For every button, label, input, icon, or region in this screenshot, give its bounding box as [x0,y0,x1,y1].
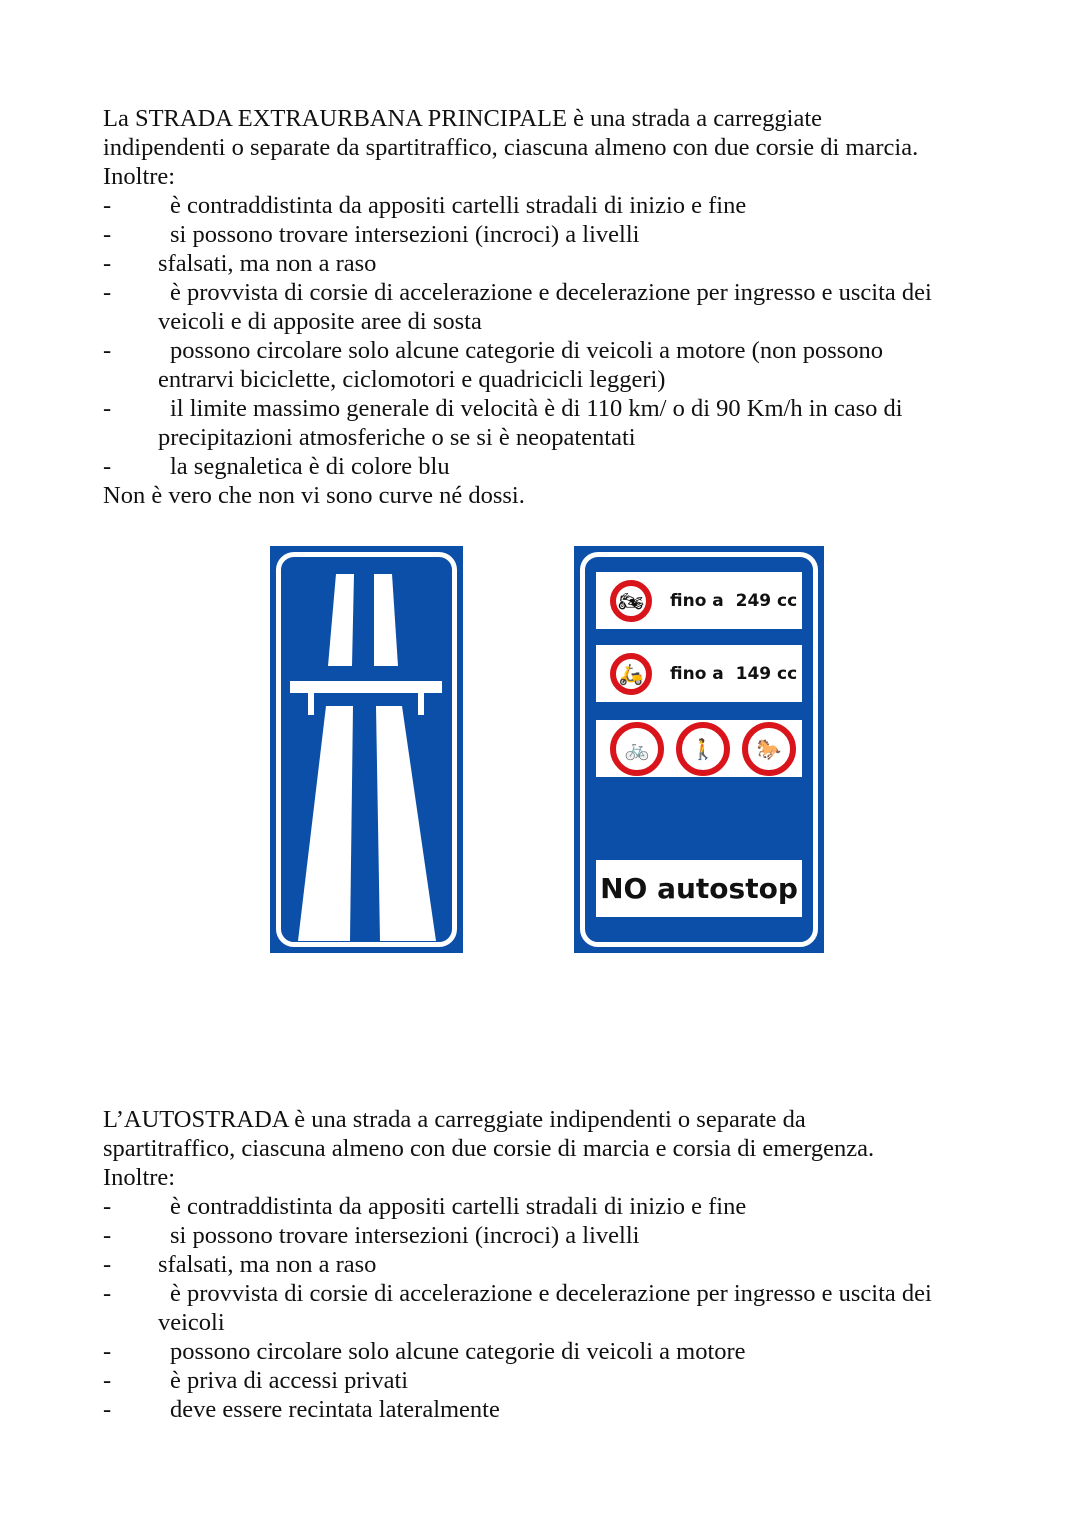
text-line [103,423,932,452]
section-strada-extraurbana [103,104,932,510]
list-item [103,394,932,423]
text-line [103,162,932,191]
bullet-dash: - [103,1396,112,1423]
bullet-dash: - [103,279,112,306]
text-line [103,307,932,336]
line-text: Inoltre: [103,1164,176,1191]
line-text: è contraddistinta da appositi cartelli stradali di inizio e fine [170,1193,747,1220]
line-text: deve essere recintata lateralmente [170,1396,500,1423]
panel-motorcycle [596,572,802,629]
list-item [103,1366,932,1395]
no-moped-icon: 🛵 [610,653,652,695]
text-line [103,365,932,394]
line-text: L’AUTOSTRADA è una strada a carreggiate indipendenti o separate da [103,1106,806,1133]
line-text: possono circolare solo alcune categorie di veicoli a motore [170,1338,746,1365]
line-text: La STRADA EXTRAURBANA PRINCIPALE è una strada a carreggiate [103,105,823,132]
motorway-road-icon [270,546,463,953]
line-text: indipendenti o separate da spartitraffico, ciascuna almeno con due corsie di marcia. [103,134,919,161]
list-item [103,452,932,481]
no-bicycle-icon: 🚲 [610,722,664,776]
bullet-dash: - [103,1193,112,1220]
line-text: è provvista di corsie di accelerazione e decelerazione per ingresso e uscita dei [170,279,932,306]
list-item [103,1337,932,1366]
text-line [103,481,932,510]
bullet-dash: - [103,192,112,219]
panel-no-autostop [596,860,802,917]
panel-moped [596,645,802,702]
line-text: possono circolare solo alcune categorie di veicoli a motore (non possono [170,337,884,364]
text-line [103,104,932,133]
list-item [103,249,932,278]
no-motorcycle-icon: 🏍 [610,580,652,622]
line-text: Non è vero che non vi sono curve né dossi. [103,482,525,509]
line-text: precipitazioni atmosferiche o se si è neopatentati [158,424,636,451]
no-pedestrian-icon: 🚶 [676,722,730,776]
line-text: veicoli e di apposite aree di sosta [158,308,482,335]
line-text: sfalsati, ma non a raso [158,250,377,277]
bullet-dash: - [103,221,112,248]
bullet-dash: - [103,1222,112,1249]
line-text: entrarvi biciclette, ciclomotori e quadricicli leggeri) [158,366,666,393]
list-item [103,220,932,249]
list-item [103,1395,932,1424]
bullet-dash: - [103,453,112,480]
line-text: si possono trovare intersezioni (incroci) a livelli [170,221,640,248]
text-line [103,1134,932,1163]
text-line [103,133,932,162]
bullet-dash: - [103,1338,112,1365]
motorway-sign [270,546,463,953]
bullet-dash: - [103,1251,112,1278]
text-line [103,1308,932,1337]
panel-prohibitions [596,720,802,777]
list-item [103,1250,932,1279]
no-horse-cart-icon: 🐎 [742,722,796,776]
line-text: veicoli [158,1309,225,1336]
bullet-dash: - [103,337,112,364]
line-text: il limite massimo generale di velocità è di 110 km/ o di 90 Km/h in caso di [170,395,903,422]
text-line [103,1105,932,1134]
bullet-dash: - [103,1367,112,1394]
line-text: è provvista di corsie di accelerazione e decelerazione per ingresso e uscita dei [170,1280,932,1307]
list-item [103,1279,932,1308]
line-text: sfalsati, ma non a raso [158,1251,377,1278]
line-text: è priva di accessi privati [170,1367,409,1394]
list-item [103,1192,932,1221]
panel-moped-text: fino a 149 cc [670,663,798,684]
bullet-dash: - [103,1280,112,1307]
line-text: la segnaletica è di colore blu [170,453,450,480]
motorway-restrictions-sign [574,546,824,953]
list-item [103,191,932,220]
section-autostrada [103,1105,932,1424]
line-text: è contraddistinta da appositi cartelli stradali di inizio e fine [170,192,747,219]
no-autostop-text: NO autostop [600,872,798,905]
bullet-dash: - [103,395,112,422]
list-item [103,1221,932,1250]
line-text: spartitraffico, ciascuna almeno con due corsie di marcia e corsia di emergenza. [103,1135,875,1162]
list-item [103,336,932,365]
panel-motorcycle-text: fino a 249 cc [670,590,798,611]
list-item [103,278,932,307]
text-line [103,1163,932,1192]
line-text: Inoltre: [103,163,176,190]
line-text: si possono trovare intersezioni (incroci) a livelli [170,1222,640,1249]
bullet-dash: - [103,250,112,277]
